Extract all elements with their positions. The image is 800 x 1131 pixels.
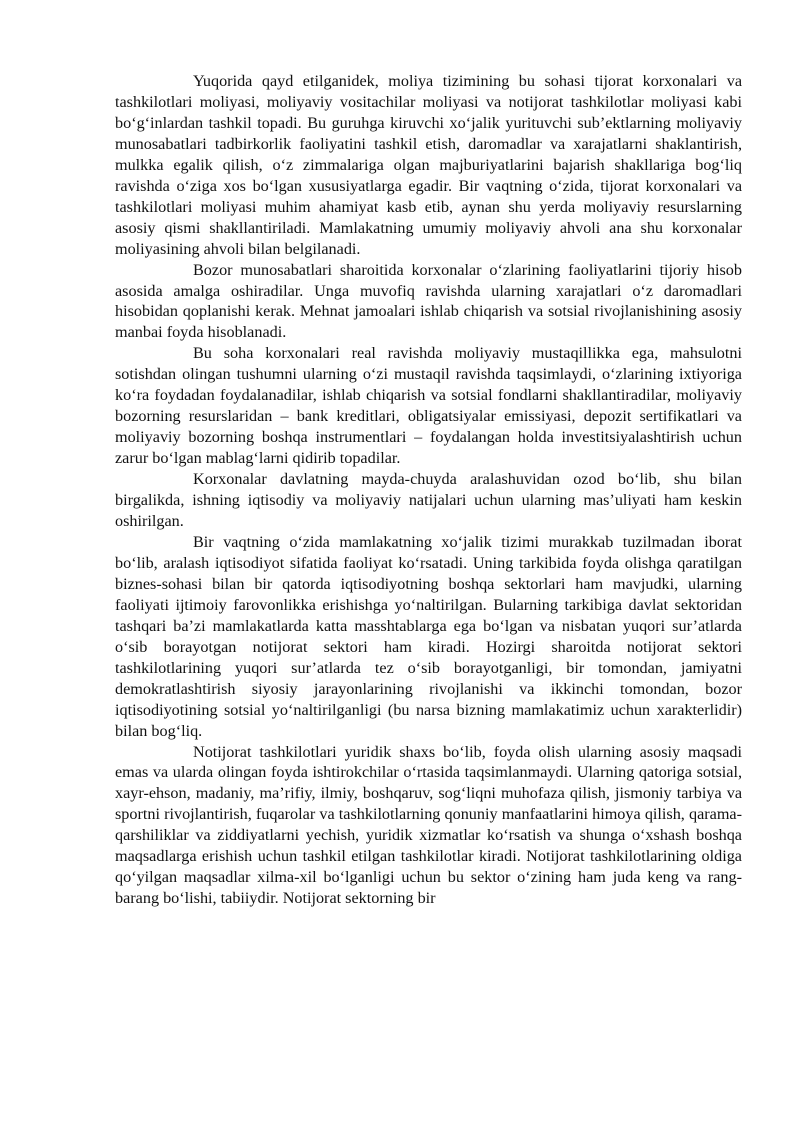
paragraph-5: Bir vaqtning o‘zida mamlakatning xo‘jalik tizimi murakkab tuzilmadan iborat bo‘lib, aralash iqtisodiyot sifatida faoliyat ko‘rsatadi. Uning tarkibida foyda olishga qaratilgan biznes-sohasi bilan bir qatorda iqtisodiyotning boshqa sektorlari ham mavjudki, ularning faoliyati ijtimoiy farovonlikka erishishga yo‘naltirilgan. Bularning tarkibiga davlat sektoridan tashqari ba’zi mamlakatlarda katta masshtablarga ega bo‘lgan va nisbatan yuqori sur’atlarda o‘sib borayotgan notijorat sektori ham kiradi. Hozirgi sharoitda notijorat sektori tashkilotlarining yuqori sur’atlarda tez o‘sib borayotganligi, bir tomondan, jamiyatni demokratlashtirish siyosiy jarayonlarining rivojlanishi va ikkinchi tomondan, bozor iqtisodiyotining sotsial yo‘naltirilganligi (bu narsa bizning mamlakatimiz uchun xarakterlidir) bilan bog‘liq. <box>115 532 742 740</box>
paragraph-3: Bu soha korxonalari real ravishda moliyaviy mustaqillikka ega, mahsulotni sotishdan olingan tushumni ularning o‘zi mustaqil ravishda taqsimlaydi, o‘zlarining ixtiyoriga ko‘ra foydadan foydalanadilar, ishlab chiqarish va sotsial fondlarni shakllantiradilar, moliyaviy bozorning resurslaridan – bank kreditlari, obligatsiyalar emissiyasi, depozit sertifikatlari va moliyaviy bozorning boshqa instrumentlari – foydalangan holda investitsiyalashtirish uchun zarur bo‘lgan mablag‘larni qidirib topadilar. <box>115 344 742 468</box>
paragraph-1: Yuqorida qayd etilganidek, moliya tizimining bu sohasi tijorat korxonalari va tashkilotlari moliyasi, moliyaviy vositachilar moliyasi va notijorat tashkilotlar moliyasi kabi bo‘g‘inlardan tashkil topadi. Bu guruhga kiruvchi xo‘jalik yurituvchi sub’ektlarning moliyaviy munosabatlari tadbirkorlik faoliyatini tashkil etish, daromadlar va xarajatlarni shaklantirish, mulkka egalik qilish, o‘z zimmalariga olgan majburiyatlarini bajarish shakllariga bog‘liq ravishda o‘ziga xos bo‘lgan xususiyatlarga egadir. Bir vaqtning o‘zida, tijorat korxonalari va tashkilotlari moliyasi muhim ahamiyat kasb etib, aynan shu yerda moliyaviy resurslarning asosiy qismi shakllantiriladi. Mamlakatning umumiy moliyaviy ahvoli ana shu korxonalar moliyasining ahvoli bilan belgilanadi. <box>115 72 742 258</box>
paragraph-6: Notijorat tashkilotlari yuridik shaxs bo‘lib, foyda olish ularning asosiy maqsadi emas va ularda olingan foyda ishtirokchilar o‘rtasida taqsimlanmaydi. Ularning qatoriga sotsial, xayr-ehson, madaniy, ma’rifiy, ilmiy, boshqaruv, sog‘liqni muhofaza qilish, jismoniy tarbiya va sportni rivojlantirish, fuqarolar va tashkilotlarning qonuniy manfaatlarini himoya qilish, qarama-qarshiliklar va ziddiyatlarni yechish, yuridik xizmatlar ko‘rsatish va shunga o‘xshash boshqa maqsadlarga erishish uchun tashkil etilgan tashkilotlar kiradi. Notijorat tashkilotlarining oldiga qo‘yilgan maqsadlar xilma-xil bo‘lganligi uchun bu sektor o‘zining ham juda keng va rang-barang bo‘lishi, tabiiydir. Notijorat sektorning bir <box>115 742 742 908</box>
paragraph-4: Korxonalar davlatning mayda-chuyda aralashuvidan ozod bo‘lib, shu bilan birgalikda, ishning iqtisodiy va moliyaviy natijalari uchun ularning mas’uliyati ham keskin oshirilgan. <box>115 470 742 531</box>
document-page <box>115 71 742 909</box>
paragraph-2: Bozor munosabatlari sharoitida korxonalar o‘zlarining faoliyatlarini tijoriy hisob asosida amalga oshiradilar. Unga muvofiq ravishda ularning xarajatlari o‘z daromadlari hisobidan qoplanishi kerak. Mehnat jamoalari ishlab chiqarish va sotsial rivojlanishining asosiy manbai foyda hisoblanadi. <box>115 260 742 342</box>
